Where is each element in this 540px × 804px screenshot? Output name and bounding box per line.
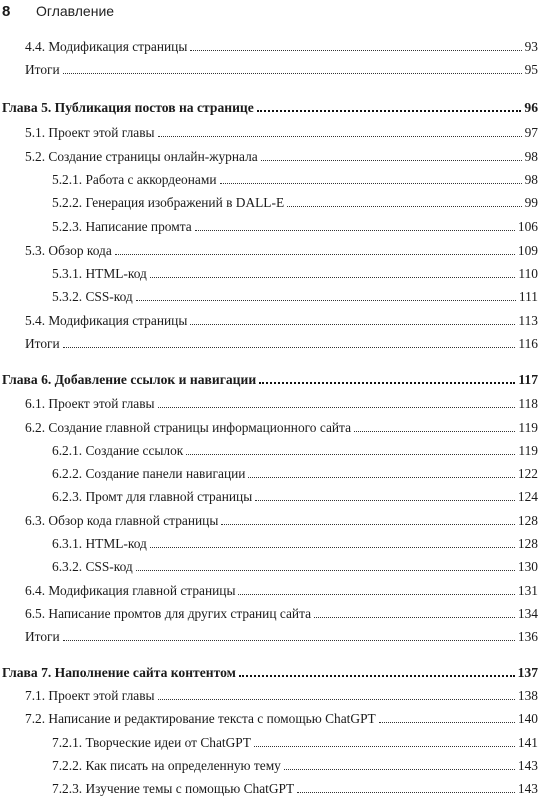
toc-dot-leader <box>220 183 522 184</box>
toc-subsection-entry <box>52 289 538 305</box>
toc-dot-leader <box>284 769 515 770</box>
toc-entry-page: 143 <box>517 758 538 773</box>
toc-entry-page: 124 <box>517 489 538 504</box>
toc-entry-title: Итоги <box>25 629 60 644</box>
toc-entry-page: 111 <box>518 289 538 304</box>
running-header <box>0 0 540 22</box>
toc-entry-page: 143 <box>517 781 538 796</box>
toc-entry-title: 6.2.3. Промт для главной страницы <box>52 489 253 504</box>
toc-entry-page: 119 <box>518 420 538 435</box>
toc-entry-page: 119 <box>518 443 538 458</box>
toc-chapter-entry <box>2 100 538 116</box>
toc-subsection-entry <box>52 489 538 505</box>
toc-entry-title: 6.1. Проект этой главы <box>25 396 155 411</box>
toc-entry-title: 5.3.2. CSS-код <box>52 289 133 304</box>
toc-section-entry <box>25 125 538 141</box>
toc-section-entry <box>25 39 538 55</box>
toc-entry-title: 7.2.2. Как писать на определенную тему <box>52 758 281 773</box>
toc-entry-title: 5.2.1. Работа с аккордеонами <box>52 172 217 187</box>
toc-entry-title: 5.4. Модификация страницы <box>25 313 188 328</box>
toc-entry-title: 5.3. Обзор кода <box>25 243 112 258</box>
toc-section-entry <box>25 336 538 352</box>
toc-section-entry <box>25 513 538 529</box>
toc-chapter-entry <box>2 665 538 681</box>
toc-dot-leader <box>63 73 522 74</box>
toc-entry-title: Глава 6. Добавление ссылок и навигации <box>2 372 257 387</box>
toc-entry-page: 136 <box>517 629 538 644</box>
toc-entry-page: 141 <box>517 735 538 750</box>
toc-dot-leader <box>195 230 515 231</box>
toc-entry-title: 4.4. Модификация страницы <box>25 39 188 54</box>
toc-dot-leader <box>257 110 522 112</box>
toc-entry-title: 6.2.2. Создание панели навигации <box>52 466 246 481</box>
toc-entry-page: 95 <box>524 62 538 77</box>
toc-entry-title: 6.2.1. Создание ссылок <box>52 443 184 458</box>
toc-subsection-entry <box>52 735 538 751</box>
toc-dot-leader <box>255 500 515 501</box>
toc-entry-title: 6.3. Обзор кода главной страницы <box>25 513 219 528</box>
toc-section-entry <box>25 149 538 165</box>
toc-subsection-entry <box>52 195 538 211</box>
toc-dot-leader <box>150 547 515 548</box>
toc-dot-leader <box>248 477 514 478</box>
toc-entry-title: 6.4. Модификация главной страницы <box>25 583 236 598</box>
toc-dot-leader <box>63 640 515 641</box>
toc-entry-page: 118 <box>518 396 538 411</box>
toc-entry-page: 93 <box>524 39 538 54</box>
toc-entry-page: 137 <box>517 665 538 680</box>
toc-dot-leader <box>136 300 516 301</box>
toc-subsection-entry <box>52 219 538 235</box>
toc-dot-leader <box>158 699 515 700</box>
toc-entry-page: 138 <box>517 688 538 703</box>
toc-entry-title: 6.5. Написание промтов для других страниц сайта <box>25 606 312 621</box>
toc-subsection-entry <box>52 781 538 797</box>
toc-dot-leader <box>297 792 515 793</box>
toc-dot-leader <box>115 254 515 255</box>
toc-dot-leader <box>221 524 515 525</box>
toc-entry-title: 5.3.1. HTML-код <box>52 266 147 281</box>
toc-section-entry <box>25 396 538 412</box>
toc-entry-title: 5.2.2. Генерация изображений в DALL-E <box>52 195 285 210</box>
toc-dot-leader <box>158 407 516 408</box>
toc-section-entry <box>25 62 538 78</box>
toc-entry-page: 110 <box>518 266 538 281</box>
toc-entry-title: 7.2.1. Творческие идеи от ChatGPT <box>52 735 251 750</box>
running-title: Оглавление <box>36 3 115 19</box>
toc-dot-leader <box>136 570 515 571</box>
toc-dot-leader <box>379 722 515 723</box>
toc-section-entry <box>25 711 538 727</box>
toc-chapter-entry <box>2 372 538 388</box>
toc-entry-page: 113 <box>518 313 538 328</box>
toc-entry-title: 7.1. Проект этой главы <box>25 688 155 703</box>
toc-entry-title: 6.2. Создание главной страницы информационного сайта <box>25 420 352 435</box>
toc-dot-leader <box>63 347 516 348</box>
toc-entry-title: Глава 7. Наполнение сайта контентом <box>2 665 236 680</box>
toc-entry-page: 96 <box>524 100 538 115</box>
toc-entry-title: 7.2. Написание и редактирование текста с помощью ChatGPT <box>25 711 376 726</box>
toc-dot-leader <box>254 746 515 747</box>
toc-subsection-entry <box>52 266 538 282</box>
toc-subsection-entry <box>52 758 538 774</box>
page-number: 8 <box>2 2 11 20</box>
toc-entry-page: 117 <box>518 372 538 387</box>
toc-section-entry <box>25 629 538 645</box>
toc-section-entry <box>25 420 538 436</box>
toc-entry-page: 109 <box>517 243 538 258</box>
toc-entry-page: 128 <box>517 513 538 528</box>
toc-section-entry <box>25 688 538 704</box>
toc-entry-page: 140 <box>517 711 538 726</box>
toc-dot-leader <box>259 382 515 384</box>
toc-subsection-entry <box>52 536 538 552</box>
toc-dot-leader <box>314 617 515 618</box>
toc-entry-page: 97 <box>524 125 538 140</box>
toc-dot-leader <box>150 277 516 278</box>
toc-dot-leader <box>190 324 515 325</box>
toc-entry-page: 98 <box>524 172 538 187</box>
toc-dot-leader <box>354 431 515 432</box>
toc-dot-leader <box>287 206 521 207</box>
toc-entry-title: Глава 5. Публикация постов на странице <box>2 100 254 115</box>
toc-section-entry <box>25 243 538 259</box>
toc-entry-page: 134 <box>517 606 538 621</box>
toc-entry-title: 6.3.1. HTML-код <box>52 536 147 551</box>
toc-entry-title: 5.1. Проект этой главы <box>25 125 155 140</box>
toc-dot-leader <box>158 136 522 137</box>
toc-subsection-entry <box>52 443 538 459</box>
toc-section-entry <box>25 313 538 329</box>
toc-dot-leader <box>190 50 521 51</box>
toc-entry-page: 98 <box>524 149 538 164</box>
toc-entry-title: Итоги <box>25 336 60 351</box>
toc-subsection-entry <box>52 466 538 482</box>
toc-subsection-entry <box>52 559 538 575</box>
toc-entry-page: 106 <box>517 219 538 234</box>
toc-entry-page: 116 <box>518 336 538 351</box>
toc-entry-title: 5.2.3. Написание промта <box>52 219 192 234</box>
toc-entry-page: 122 <box>517 466 538 481</box>
toc-dot-leader <box>238 594 514 595</box>
toc-entry-page: 130 <box>517 559 538 574</box>
toc-entry-page: 128 <box>517 536 538 551</box>
toc-section-entry <box>25 583 538 599</box>
toc-entry-title: 6.3.2. CSS-код <box>52 559 133 574</box>
toc-entry-title: Итоги <box>25 62 60 77</box>
toc-dot-leader <box>186 454 515 455</box>
toc-dot-leader <box>261 160 522 161</box>
toc-subsection-entry <box>52 172 538 188</box>
toc-entry-title: 5.2. Создание страницы онлайн-журнала <box>25 149 258 164</box>
toc-entry-title: 7.2.3. Изучение темы с помощью ChatGPT <box>52 781 295 796</box>
toc-entry-page: 99 <box>524 195 538 210</box>
toc-entry-page: 131 <box>517 583 538 598</box>
toc-dot-leader <box>239 675 515 677</box>
toc-section-entry <box>25 606 538 622</box>
